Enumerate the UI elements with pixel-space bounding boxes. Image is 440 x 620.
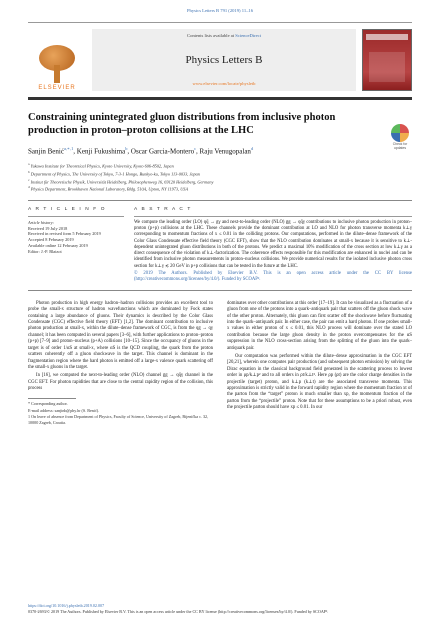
affiliations bbox=[28, 162, 412, 192]
author-name[interactable]: Sanjin Benić bbox=[28, 146, 64, 155]
body-paragraph: In [16], we computed the next-to-leading order (NLO) channel gg → qq̄γ channel in the CGC EFT. For photon rapidities that are close to the central rapidity region of the collision, this process bbox=[28, 373, 213, 391]
history-line: Article history: bbox=[28, 219, 55, 225]
footnote-email[interactable]: E-mail address: sanjinb@phy.hr (S. Benić). bbox=[28, 407, 100, 413]
doi-link[interactable]: https://doi.org/10.1016/j.physletb.2019.02.007 bbox=[28, 603, 105, 609]
crossmark-label: Check for updates bbox=[392, 142, 408, 151]
abstract-license: © 2019 The Authors. Published by Elsevier B.V. This is an open access article under the CC BY license (http://creativecommons.org/licenses/by/4.0/). Funded by SCOAP³. bbox=[134, 271, 412, 283]
footnote: * Corresponding author. bbox=[28, 401, 68, 407]
history-line: Received 19 July 2018 bbox=[28, 225, 68, 231]
page-footer bbox=[28, 603, 412, 614]
affiliation: $^c$ Institut für Theoretische Physik, Universität Heidelberg, Philosophenweg 16, 69120 Heidelberg, Germany bbox=[28, 177, 214, 184]
divider bbox=[28, 290, 412, 291]
article-info-heading: A R T I C L E I N F O bbox=[28, 207, 124, 216]
author-list: Sanjin Benić$^{a,∗,1}$, Kenji Fukushima$^b$, Oscar Garcia-Montero$^c$, Raju Venugopalan$^d$ bbox=[28, 145, 254, 155]
author-affiliation-mark[interactable]: a,∗,1 bbox=[63, 145, 74, 151]
author-affiliation-mark[interactable]: b bbox=[125, 145, 128, 151]
author-affiliation-mark[interactable]: c bbox=[194, 145, 197, 151]
article-title: Constraining unintegrated gluon distributions from inclusive photon production in proton–proton collisions at the LHC bbox=[28, 112, 336, 136]
elsevier-tree-icon bbox=[37, 45, 77, 83]
contents-prefix: Contents lists available at bbox=[187, 33, 236, 38]
publisher-name: ELSEVIER bbox=[38, 85, 76, 92]
journal-homepage-link[interactable]: www.elsevier.com/locate/physletb bbox=[192, 80, 256, 86]
journal-citation-link[interactable]: Physics Letters B 791 (2019) 11–16 bbox=[186, 8, 254, 13]
affiliation: $^a$ Yukawa Institute for Theoretical Physics, Kyoto University, Kyoto 606-8502, Japan bbox=[28, 162, 174, 169]
footnote-rule bbox=[28, 398, 76, 399]
abstract bbox=[134, 207, 412, 283]
affiliation: $^d$ Physics Department, Brookhaven National Laboratory, Bldg. 510A, Upton, NY 11973, USA bbox=[28, 185, 189, 192]
divider bbox=[28, 200, 412, 201]
body-left-column bbox=[28, 301, 213, 426]
article-history bbox=[28, 220, 124, 256]
body-paragraph: dominates over other contributions at this order [17–19]. It can be visualized as a fluctuation of a gluon from one of the protons into a quark–antiquark pair that scatters off the gluon shock wave of the other proton. Alternately, this gluon can first scatter off the shockwave before fluctuating into the quark–antiquark pair. In either case, the pair can emit a hard photon. If one probes small-x values in either proton of x ≤ 0.01, this NLO process will dominate over the stated LO contribution because the large gluon density in the proton overcompensates for the αS suppression in the NLO cross-section arising from the splitting of the gluon into the quark–antiquark pair. bbox=[227, 300, 412, 351]
crossmark-badge[interactable] bbox=[390, 124, 410, 151]
journal-citation bbox=[28, 0, 412, 20]
footer-license: 0370-2693/© 2019 The Authors. Published by Elsevier B.V. This is an open access article under the CC BY license (http://creativecommons.org/licenses/by/4.0/). Funded by SCOAP³. bbox=[28, 608, 329, 614]
journal-title: Physics Letters B bbox=[185, 53, 263, 66]
contents-line bbox=[187, 33, 261, 39]
journal-homepage bbox=[193, 81, 256, 87]
body-paragraph: Our computation was performed within the dilute–dense approximation in the CGC EFT [20,21], wherein one computes pair production (and subsequent photon emission) by solving the Dirac equation in the classical background field generated in the scattering process to lowest order in ρp/k⊥p² and to all orders in ρt/k⊥t². Here ρp (ρt) are the color charge densities in the projectile (target) proton, and k⊥p (k⊥t) are the associated transverse momenta. This approximation is strictly valid in the forward rapidity region where the momentum fraction xt of the parton from the “target” proton is much smaller than xp, the momentum fraction of the parton from the “projectile” proton. Note that for these assumptions to be a priori robust, even the projectile parton should have xp ≤ 0.01. In our bbox=[227, 353, 412, 411]
history-line: Available online 12 February 2019 bbox=[28, 243, 88, 249]
abstract-text: We compute the leading order (LO) qq̄ → gγ and next-to-leading order (NLO) gg → qq̄γ contributions to inclusive photon production in proton–proton (p+p) collisions at the LHC. These channels provide the dominant contribution at LO and NLO for photon transverse momenta k⊥γ corresponding to momentum fractions of x ≤ 0.01 in the colliding protons. Our computations, performed in the dilute–dense framework of the Color Glass Condensate effective field theory (CGC EFT), show that the NLO contribution dominates at small-x because it is sensitive to k⊥-dependent unintegrated gluon distributions in both of the protons. We predict a maximal 10% modification of the cross section at low k⊥γ as a direct consequence of the violation of k⊥-factorization. The coherence effects responsible for this modification are enhanced in nuclei and can be identified from inclusive photon measurements in proton–nucleus collisions. We provide numerical results for the isolated inclusive photon cross section for k⊥γ ≲ 20 GeV in p+p collisions that can be tested in the future at the LHC. bbox=[134, 219, 412, 269]
masthead-center bbox=[92, 29, 356, 91]
crossmark-icon bbox=[391, 124, 409, 142]
body-columns bbox=[28, 301, 412, 426]
journal-cover-image bbox=[362, 29, 412, 91]
author-name[interactable]: Oscar Garcia-Montero bbox=[130, 146, 195, 155]
history-line: Received in revised form 5 February 2019 bbox=[28, 231, 101, 237]
masthead bbox=[28, 22, 412, 100]
footnote: 1 On leave of absence from Department of Physics, Faculty of Science, University of Zagreb, Bijenička c. 32, 10000 Zagreb, Croatia. bbox=[28, 414, 209, 425]
body-paragraph: Photon production in high energy hadron–hadron collisions provides an excellent tool to probe the small-x structure of hadron wavefunctions which are dominated by Fock states containing a large abundance of gluons. Their dynamics is described by the Color Glass Condensate (CGC) effective field theory (EFT) [1,2]. The dominant contribution to inclusive photon production at small-x, within the dilute–dense framework of CGC, is from the qg → qγ channel; it has been computed in several papers [3–6], with further applications to proton–proton (p+p) [7–9] and proton–nucleus (p+A) collisions [10–15]. Since the occupancy of gluons in the target is of order 1/αS at small-x, where αS is the QCD coupling, the quark from the proton scatters coherently off a gluon shockwave in the target. This channel is dominant in the fragmentation region where the hard photon is emitted off a large-x valence quark scattering off the small-x gluons in the target. bbox=[28, 300, 213, 371]
sciencedirect-link[interactable]: ScienceDirect bbox=[235, 33, 261, 38]
history-line: Editor: J.-P. Blaizot bbox=[28, 249, 62, 255]
abstract-heading: A B S T R A C T bbox=[134, 207, 412, 216]
body-right-column bbox=[227, 301, 412, 426]
author-affiliation-mark[interactable]: d bbox=[250, 145, 254, 151]
footnotes bbox=[28, 401, 213, 425]
affiliation: $^b$ Department of Physics, The University of Tokyo, 7-3-1 Hongo, Bunkyo-ku, Tokyo 113-0033, Japan bbox=[28, 169, 200, 177]
history-line: Accepted 8 February 2019 bbox=[28, 237, 74, 243]
author-name[interactable]: Kenji Fukushima bbox=[76, 146, 126, 155]
info-abstract-block bbox=[28, 207, 412, 283]
journal-cover[interactable] bbox=[362, 23, 412, 97]
author-name[interactable]: Raju Venugopalan bbox=[199, 146, 251, 155]
article-info bbox=[28, 207, 124, 283]
elsevier-logo[interactable] bbox=[28, 23, 86, 97]
